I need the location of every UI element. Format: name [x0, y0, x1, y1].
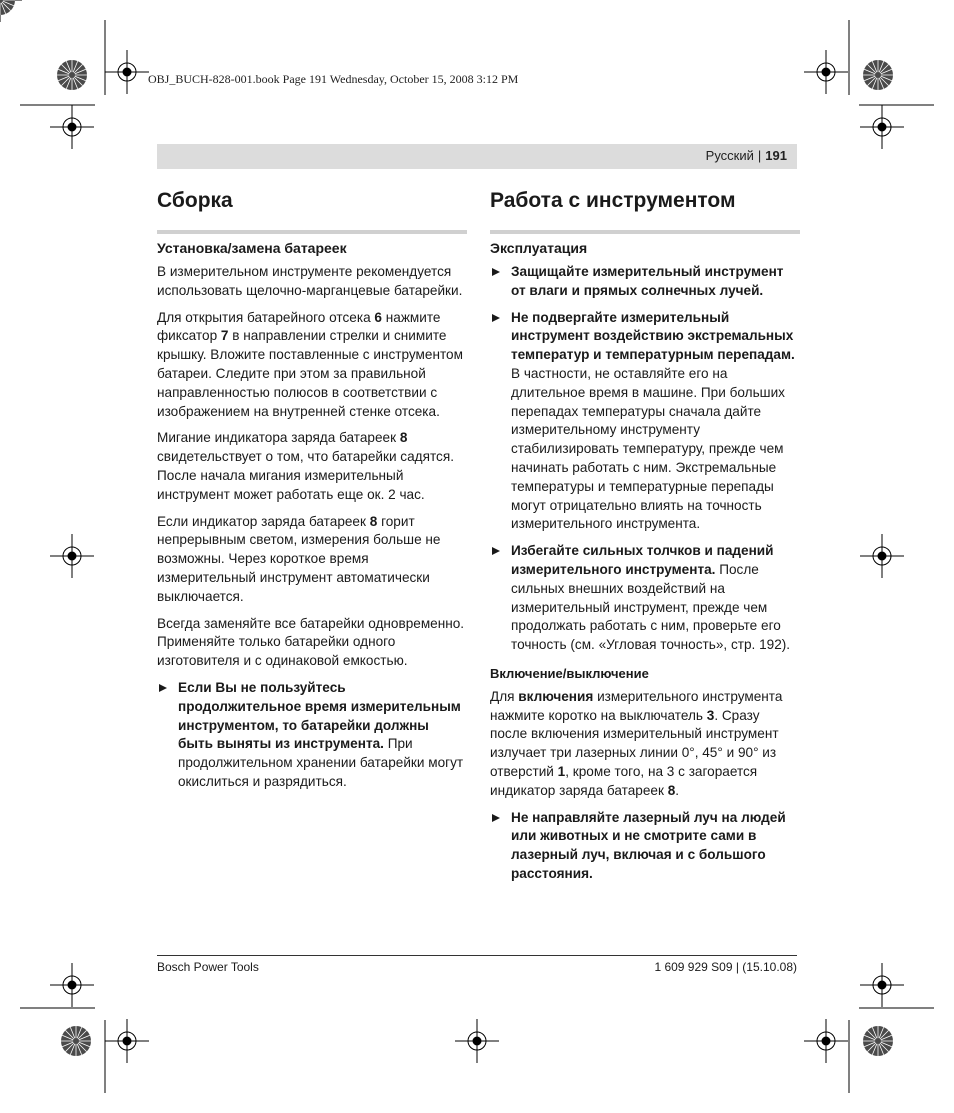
star-target-icon [61, 1026, 91, 1056]
paragraph: Всегда заменяйте все батарейки одновременно. Применяйте только батарейки одного изготовителя и с одинаковой емкостью. [157, 615, 465, 669]
right-column [490, 186, 800, 892]
paragraph: Для включения измерительного инструмента нажмите коротко на выключатель 3. Сразу после включения измерительный инструмент излучает три лазерных линии 0°, 45° и 90° из отверстий 1, кроме того, на 3 с загорается индикатор заряда батареек 8. [490, 688, 783, 798]
registration-mark-icon [860, 963, 904, 1007]
registration-mark-icon [105, 1019, 149, 1063]
section-title-operation: Работа с инструментом [490, 189, 736, 212]
paragraph: Для открытия батарейного отсека 6 нажмите фиксатор 7 в направлении стрелки и снимите крышку. Вложите поставленные с инструментом батареи. Следите при этом за правильной направленностью полюсов в соответствии с изображением на внутренней стенке отсека. [157, 309, 463, 419]
bullet-arrow-icon [159, 684, 167, 692]
subsection-power-heading: Включение/выключение [490, 665, 649, 681]
footer-divider [157, 955, 797, 956]
warning-bullet: Не подвергайте измерительный инструмент воздействию экстремальных температур и температурным перепадам. В частности, не оставляйте его на длительное время в машине. При больших перепадах температуры сначала дайте измерительному инструменту стабилизировать температуру, прежде чем начинать работать с ним. Экстремальные температуры и температурные перепады могут отрицательно влиять на точность измерительного инструмента. [490, 309, 800, 535]
registration-mark-icon [860, 105, 904, 149]
paragraph: В измерительном инструменте рекомендуется использовать щелочно-марганцевые батарейки. [157, 264, 463, 298]
footer-publisher: Bosch Power Tools [157, 960, 259, 974]
registration-mark-icon [50, 534, 94, 578]
footer-doc-number: 1 609 929 S09 | (15.10.08) [654, 960, 797, 974]
star-target-icon [863, 60, 893, 90]
bullet-arrow-icon [492, 314, 500, 322]
bullet-arrow-icon [492, 268, 500, 276]
warning-bullet: Не направляйте лазерный луч на людей или животных и не смотрите сами в лазерный луч, включая и с большого расстояния. [490, 809, 800, 884]
paragraph: Мигание индикатора заряда батареек 8 свидетельствует о том, что батарейки садятся. После начала мигания измерительный инструмент может работать еще ок. 2 час. [157, 430, 454, 502]
star-target-icon [863, 1026, 893, 1056]
registration-mark-icon [455, 1019, 499, 1063]
print-slug: OBJ_BUCH-828-001.book Page 191 Wednesday, October 15, 2008 3:12 PM [148, 72, 519, 86]
page-number: 191 [765, 148, 787, 163]
page-header [157, 144, 797, 169]
bullet-arrow-icon [492, 547, 500, 555]
registration-mark-icon [804, 1019, 848, 1063]
bullet-arrow-icon [492, 814, 500, 822]
subsection-operation-heading: Эксплуатация [490, 230, 800, 257]
warning-bullet: Если Вы не пользуйтесь продолжительное время измерительным инструментом, то батарейки должны быть выняты из инструмента. При продолжительном хранении батарейки могут окислиться и разрядиться. [157, 679, 467, 792]
header-language: Русский [705, 148, 754, 163]
registration-mark-icon [860, 534, 904, 578]
section-title-assembly: Сборка [157, 189, 233, 212]
warning-bullet: Избегайте сильных толчков и падений измерительного инструмента. После сильных внешних воздействий на измерительный инструмент, прежде чем продолжать работать с ним, проверьте его точность (см. «Угловая точность», стр. 192). [490, 542, 800, 655]
header-separator: | [757, 148, 762, 163]
registration-mark-icon [804, 50, 848, 94]
paragraph: Если индикатор заряда батареек 8 горит непрерывным светом, измерения больше не возможны. Через короткое время измерительный инструмент автоматически выключается. [157, 513, 441, 604]
star-target-icon [57, 60, 87, 90]
left-column [157, 186, 467, 800]
subsection-battery-heading: Установка/замена батареек [157, 230, 467, 257]
registration-mark-icon [50, 105, 94, 149]
registration-mark-icon [50, 963, 94, 1007]
registration-mark-icon [105, 50, 149, 94]
warning-bullet: Защищайте измерительный инструмент от влаги и прямых солнечных лучей. [490, 263, 800, 301]
running-head [706, 148, 787, 163]
